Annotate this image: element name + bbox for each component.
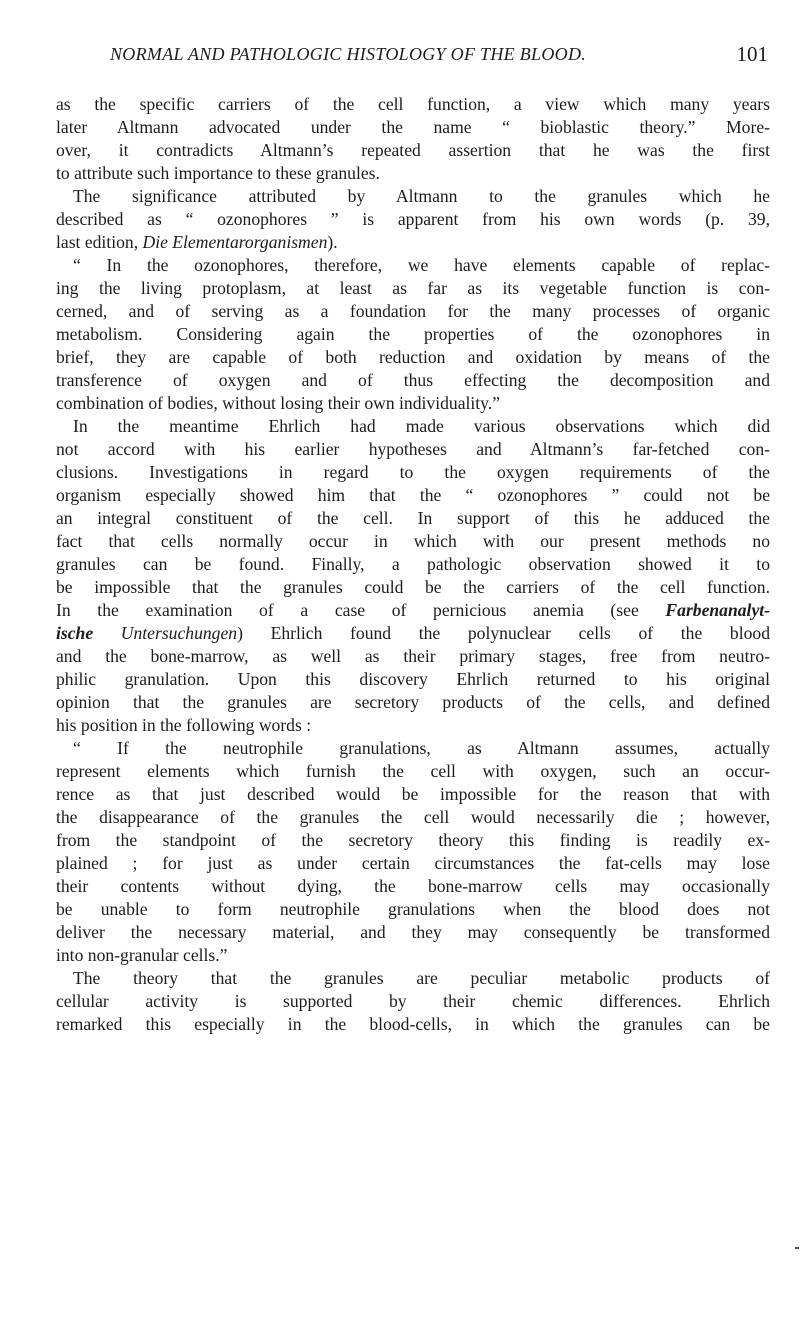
text-line: be impossible that the granules could be the carriers of the cell function. [56, 577, 770, 597]
text-line [56, 599, 770, 622]
text-line: cellular activity is supported by their chemic differences. Ehrlich [56, 991, 770, 1011]
text-line: plained ; for just as under certain circumstances the fat-cells may lose [56, 853, 770, 873]
text-line: described as “ ozonophores ” is apparent from his own words (p. 39, [56, 209, 770, 229]
page-number: 101 [736, 42, 768, 66]
text-line: as the specific carriers of the cell function, a view which many years [56, 94, 770, 114]
text-line: and the bone-marrow, as well as their primary stages, free from neutro- [56, 646, 770, 666]
book-title: Untersuchungen [93, 623, 238, 643]
text-line: remarked this especially in the blood-cells, in which the granules can be [56, 1014, 770, 1034]
text-line: represent elements which furnish the cell with oxygen, such an occur- [56, 761, 770, 781]
text-span: In the examination of a case of pernicious anemia (see [56, 600, 666, 620]
running-head: NORMAL AND PATHOLOGIC HISTOLOGY OF THE BLOOD. [110, 44, 587, 64]
text-line: cerned, and of serving as a foundation for the many processes of organic [56, 301, 770, 321]
text-line [56, 231, 770, 254]
text-line: In the meantime Ehrlich had made various observations which did [73, 416, 770, 436]
text-line: their contents without dying, the bone-marrow cells may occasionally [56, 876, 770, 896]
text-line: “ In the ozonophores, therefore, we have elements capable of replac- [73, 255, 770, 275]
text-line: ing the living protoplasm, at least as far as its vegetable function is con- [56, 278, 770, 298]
text-line: an integral constituent of the cell. In support of this he adduced the [56, 508, 770, 528]
page-header [110, 44, 768, 72]
text-line: metabolism. Considering again the properties of the ozonophores in [56, 324, 770, 344]
body-text [56, 93, 770, 1036]
text-line: not accord with his earlier hypotheses and Altmann’s far-fetched con- [56, 439, 770, 459]
text-line: brief, they are capable of both reduction and oxidation by means of the [56, 347, 770, 367]
text-line: his position in the following words : [56, 715, 312, 735]
text-line: “ If the neutrophile granulations, as Altmann assumes, actually [73, 738, 770, 758]
text-line: deliver the necessary material, and they may consequently be transformed [56, 922, 770, 942]
text-line: transference of oxygen and of thus effecting the decomposition and [56, 370, 770, 390]
book-title: ische [56, 623, 94, 643]
book-title: Farbenanalyt- [665, 600, 770, 620]
text-line: philic granulation. Upon this discovery Ehrlich returned to his original [56, 669, 770, 689]
text-span: ). [327, 232, 338, 252]
text-line: rence as that just described would be impossible for the reason that with [56, 784, 770, 804]
text-line: be unable to form neutrophile granulations when the blood does not [56, 899, 770, 919]
text-line: granules can be found. Finally, a pathologic observation showed it to [56, 554, 770, 574]
text-line: into non-granular cells.” [56, 945, 228, 965]
text-line: organism especially showed him that the “ ozonophores ” could not be [56, 485, 770, 505]
text-line: from the standpoint of the secretory theory this finding is readily ex- [56, 830, 770, 850]
text-line: to attribute such importance to these granules. [56, 163, 380, 183]
text-line: opinion that the granules are secretory products of the cells, and defined [56, 692, 770, 712]
text-line [56, 622, 770, 645]
text-line: the disappearance of the granules the cell would necessarily die ; however, [56, 807, 770, 827]
text-line: combination of bodies, without losing their own individuality.” [56, 393, 501, 413]
text-line: over, it contradicts Altmann’s repeated assertion that he was the first [56, 140, 770, 160]
margin-mark [795, 1247, 799, 1249]
text-line: The theory that the granules are peculiar metabolic products of [73, 968, 770, 988]
text-line: later Altmann advocated under the name “ bioblastic theory.” More- [56, 117, 770, 137]
text-line: clusions. Investigations in regard to the oxygen requirements of the [56, 462, 770, 482]
book-title: Die Elementarorganismen [142, 232, 328, 252]
text-line: The significance attributed by Altmann to the granules which he [73, 186, 770, 206]
text-line: fact that cells normally occur in which with our present methods no [56, 531, 770, 551]
text-span: ) Ehrlich found the polynuclear cells of the blood [237, 623, 770, 643]
text-span: last edition, [56, 232, 143, 252]
